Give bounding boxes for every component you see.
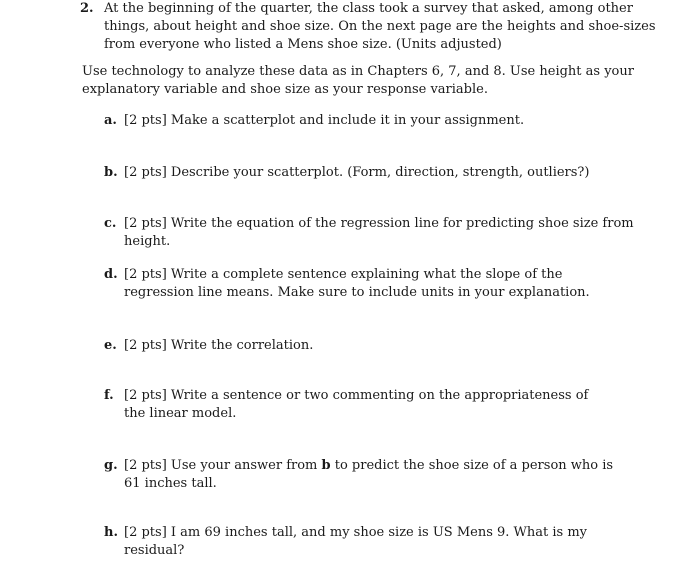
part-letter: d. bbox=[104, 267, 118, 282]
part-text: [2 pts] Write a sentence or two commenting on the appropriateness of the linear model. bbox=[124, 388, 589, 421]
part-b bbox=[104, 164, 644, 182]
part-text bbox=[124, 457, 624, 493]
part-letter: c. bbox=[104, 216, 117, 231]
part-letter: b. bbox=[104, 165, 118, 180]
part-text: [2 pts] Write the equation of the regression line for predicting shoe size from height. bbox=[124, 216, 634, 249]
part-text: [2 pts] I am 69 inches tall, and my shoe size is US Mens 9. What is my residual? bbox=[124, 525, 588, 558]
question-2 bbox=[82, 0, 672, 54]
part-f bbox=[104, 387, 644, 423]
part-text-after: to predict the shoe size of a person who is 61 inches tall. bbox=[124, 458, 614, 491]
part-letter: a. bbox=[104, 113, 117, 128]
part-g bbox=[104, 457, 644, 493]
question-number: 2. bbox=[80, 1, 94, 16]
part-letter: g. bbox=[104, 458, 118, 473]
part-letter: f. bbox=[104, 388, 114, 403]
part-text: [2 pts] Describe your scatterplot. (Form, direction, strength, outliers?) bbox=[124, 165, 590, 180]
part-text: [2 pts] Make a scatterplot and include it in your assignment. bbox=[124, 113, 525, 128]
part-c bbox=[104, 215, 644, 251]
part-h bbox=[104, 524, 644, 560]
part-text: [2 pts] Write the correlation. bbox=[124, 338, 314, 353]
part-letter: h. bbox=[104, 525, 118, 540]
question-text: At the beginning of the quarter, the class took a survey that asked, among other things, about height and shoe size. On the next page are the heights and shoe-sizes from everyone who listed a Mens shoe size. (Units adjusted) bbox=[104, 1, 656, 52]
part-text-before: [2 pts] Use your answer from bbox=[124, 458, 322, 473]
part-d bbox=[104, 266, 644, 302]
part-a bbox=[104, 112, 644, 130]
part-e bbox=[104, 337, 644, 355]
instructions-paragraph: Use technology to analyze these data as in Chapters 6, 7, and 8. Use height as your explanatory variable and shoe size as your response variable. bbox=[82, 64, 634, 97]
part-text: [2 pts] Write a complete sentence explaining what the slope of the regression line means. Make sure to include units in your explanation. bbox=[124, 267, 590, 300]
part-letter: e. bbox=[104, 338, 117, 353]
part-text-bold: b bbox=[321, 458, 331, 473]
